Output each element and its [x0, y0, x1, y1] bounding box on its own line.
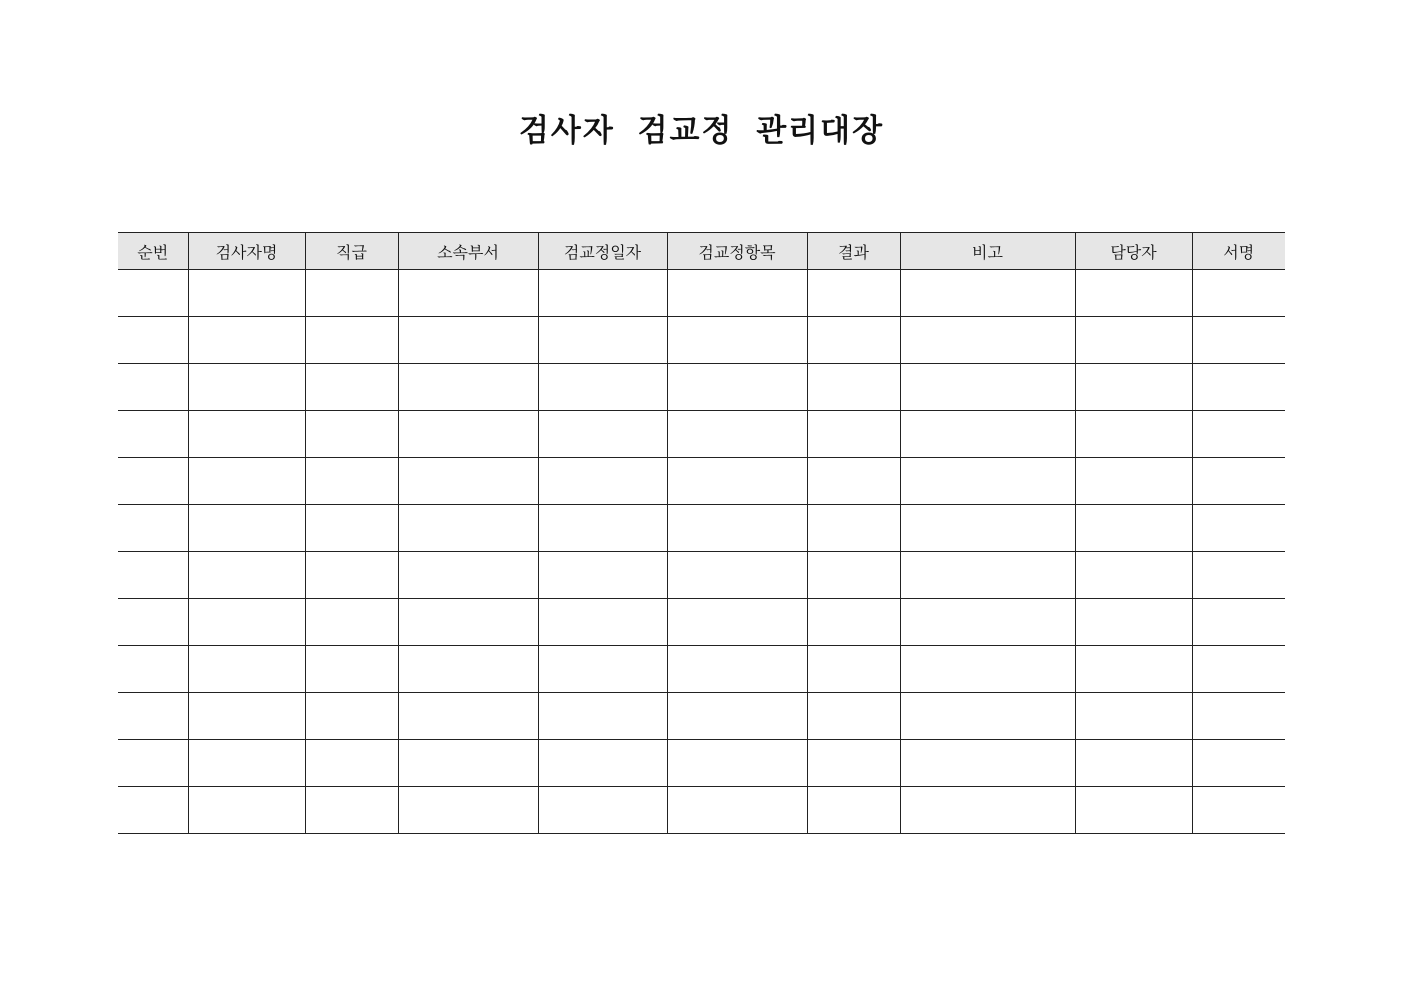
table-cell[interactable]	[398, 787, 538, 834]
table-cell[interactable]	[398, 552, 538, 599]
table-cell[interactable]	[900, 317, 1075, 364]
table-cell[interactable]	[538, 599, 667, 646]
table-cell[interactable]	[1192, 693, 1285, 740]
table-cell[interactable]	[305, 787, 398, 834]
table-cell[interactable]	[398, 317, 538, 364]
table-cell[interactable]	[538, 364, 667, 411]
table-cell[interactable]	[667, 740, 807, 787]
column-header-department: 소속부서	[398, 233, 538, 270]
table-cell[interactable]	[305, 364, 398, 411]
table-cell[interactable]	[118, 505, 188, 552]
table-cell[interactable]	[667, 552, 807, 599]
table-cell[interactable]	[305, 411, 398, 458]
table-cell[interactable]	[1075, 411, 1192, 458]
table-cell[interactable]	[667, 317, 807, 364]
table-row	[118, 317, 1285, 364]
table-cell[interactable]	[1192, 317, 1285, 364]
ledger-table	[118, 232, 1285, 834]
table-row	[118, 411, 1285, 458]
table-cell[interactable]	[538, 270, 667, 317]
table-cell[interactable]	[807, 505, 900, 552]
table-cell[interactable]	[398, 693, 538, 740]
table-cell[interactable]	[667, 599, 807, 646]
column-header-signature: 서명	[1192, 233, 1285, 270]
table-cell[interactable]	[188, 693, 305, 740]
table-cell[interactable]	[1075, 270, 1192, 317]
table-cell[interactable]	[188, 740, 305, 787]
table-cell[interactable]	[807, 646, 900, 693]
table-cell[interactable]	[538, 317, 667, 364]
table-cell[interactable]	[667, 364, 807, 411]
table-cell[interactable]	[538, 411, 667, 458]
table-cell[interactable]	[305, 693, 398, 740]
table-cell[interactable]	[807, 458, 900, 505]
column-header-result: 결과	[807, 233, 900, 270]
table-cell[interactable]	[807, 693, 900, 740]
table-cell[interactable]	[305, 552, 398, 599]
table-cell[interactable]	[807, 411, 900, 458]
table-cell[interactable]	[667, 458, 807, 505]
table-cell[interactable]	[667, 646, 807, 693]
table-cell[interactable]	[1192, 787, 1285, 834]
table-cell[interactable]	[305, 740, 398, 787]
column-header-calibration-item: 검교정항목	[667, 233, 807, 270]
table-cell[interactable]	[188, 787, 305, 834]
table-cell[interactable]	[1192, 599, 1285, 646]
table-cell[interactable]	[188, 364, 305, 411]
table-cell[interactable]	[118, 740, 188, 787]
table-cell[interactable]	[900, 364, 1075, 411]
table-cell[interactable]	[398, 411, 538, 458]
table-cell[interactable]	[538, 787, 667, 834]
table-cell[interactable]	[1192, 364, 1285, 411]
table-cell[interactable]	[398, 599, 538, 646]
table-cell[interactable]	[118, 270, 188, 317]
table-cell[interactable]	[305, 270, 398, 317]
table-cell[interactable]	[188, 411, 305, 458]
column-header-remarks: 비고	[900, 233, 1075, 270]
table-cell[interactable]	[118, 646, 188, 693]
table-cell[interactable]	[538, 552, 667, 599]
table-cell[interactable]	[1192, 458, 1285, 505]
table-cell[interactable]	[807, 364, 900, 411]
table-cell[interactable]	[398, 270, 538, 317]
table-cell[interactable]	[188, 317, 305, 364]
table-row	[118, 693, 1285, 740]
table-cell[interactable]	[188, 552, 305, 599]
table-cell[interactable]	[667, 787, 807, 834]
table-cell[interactable]	[1075, 317, 1192, 364]
table-row	[118, 458, 1285, 505]
table-cell[interactable]	[305, 505, 398, 552]
table-row	[118, 505, 1285, 552]
table-cell[interactable]	[900, 552, 1075, 599]
table-cell[interactable]	[1192, 740, 1285, 787]
table-cell[interactable]	[900, 458, 1075, 505]
table-cell[interactable]	[900, 646, 1075, 693]
table-cell[interactable]	[900, 787, 1075, 834]
table-cell[interactable]	[398, 646, 538, 693]
table-row	[118, 740, 1285, 787]
table-cell[interactable]	[118, 599, 188, 646]
table-cell[interactable]	[305, 646, 398, 693]
table-cell[interactable]	[1075, 552, 1192, 599]
table-cell[interactable]	[118, 364, 188, 411]
table-cell[interactable]	[118, 411, 188, 458]
table-cell[interactable]	[1192, 552, 1285, 599]
table-cell[interactable]	[1075, 364, 1192, 411]
table-cell[interactable]	[118, 693, 188, 740]
table-cell[interactable]	[305, 317, 398, 364]
table-cell[interactable]	[807, 740, 900, 787]
table-cell[interactable]	[900, 505, 1075, 552]
table-cell[interactable]	[900, 599, 1075, 646]
table-cell[interactable]	[667, 411, 807, 458]
table-cell[interactable]	[538, 458, 667, 505]
table-cell[interactable]	[1075, 599, 1192, 646]
table-row	[118, 787, 1285, 834]
table-cell[interactable]	[188, 646, 305, 693]
column-header-calibration-date: 검교정일자	[538, 233, 667, 270]
table-row	[118, 646, 1285, 693]
table-cell[interactable]	[1192, 270, 1285, 317]
table-cell[interactable]	[1075, 693, 1192, 740]
table-cell[interactable]	[538, 646, 667, 693]
table-cell[interactable]	[538, 693, 667, 740]
column-header-position: 직급	[305, 233, 398, 270]
table-cell[interactable]	[118, 317, 188, 364]
table-cell[interactable]	[1192, 646, 1285, 693]
table-cell[interactable]	[398, 740, 538, 787]
table-cell[interactable]	[398, 364, 538, 411]
table-cell[interactable]	[118, 552, 188, 599]
table-cell[interactable]	[667, 505, 807, 552]
table-cell[interactable]	[667, 693, 807, 740]
table-cell[interactable]	[807, 270, 900, 317]
table-cell[interactable]	[807, 599, 900, 646]
table-cell[interactable]	[1075, 787, 1192, 834]
table-row	[118, 599, 1285, 646]
table-cell[interactable]	[188, 458, 305, 505]
table-cell[interactable]	[1192, 505, 1285, 552]
table-cell[interactable]	[1075, 646, 1192, 693]
table-cell[interactable]	[900, 411, 1075, 458]
table-cell[interactable]	[188, 599, 305, 646]
table-cell[interactable]	[188, 505, 305, 552]
table-cell[interactable]	[538, 740, 667, 787]
table-cell[interactable]	[1075, 505, 1192, 552]
table-cell[interactable]	[538, 505, 667, 552]
table-cell[interactable]	[900, 740, 1075, 787]
table-cell[interactable]	[118, 458, 188, 505]
table-row	[118, 364, 1285, 411]
table-cell[interactable]	[1075, 458, 1192, 505]
table-cell[interactable]	[807, 317, 900, 364]
table-cell[interactable]	[807, 552, 900, 599]
table-body	[118, 270, 1285, 834]
table-cell[interactable]	[305, 599, 398, 646]
table-cell[interactable]	[188, 270, 305, 317]
column-header-seq: 순번	[118, 233, 188, 270]
table-cell[interactable]	[118, 787, 188, 834]
table-cell[interactable]	[900, 270, 1075, 317]
table-cell[interactable]	[1192, 411, 1285, 458]
table-cell[interactable]	[305, 458, 398, 505]
table-row	[118, 552, 1285, 599]
table-cell[interactable]	[1075, 740, 1192, 787]
table-cell[interactable]	[398, 505, 538, 552]
column-header-inspector-name: 검사자명	[188, 233, 305, 270]
column-header-manager: 담당자	[1075, 233, 1192, 270]
table-cell[interactable]	[900, 693, 1075, 740]
table-cell[interactable]	[807, 787, 900, 834]
table-cell[interactable]	[667, 270, 807, 317]
table-cell[interactable]	[398, 458, 538, 505]
document-title: 검사자 검교정 관리대장	[518, 113, 885, 149]
header-row	[118, 233, 1285, 270]
table-row	[118, 270, 1285, 317]
